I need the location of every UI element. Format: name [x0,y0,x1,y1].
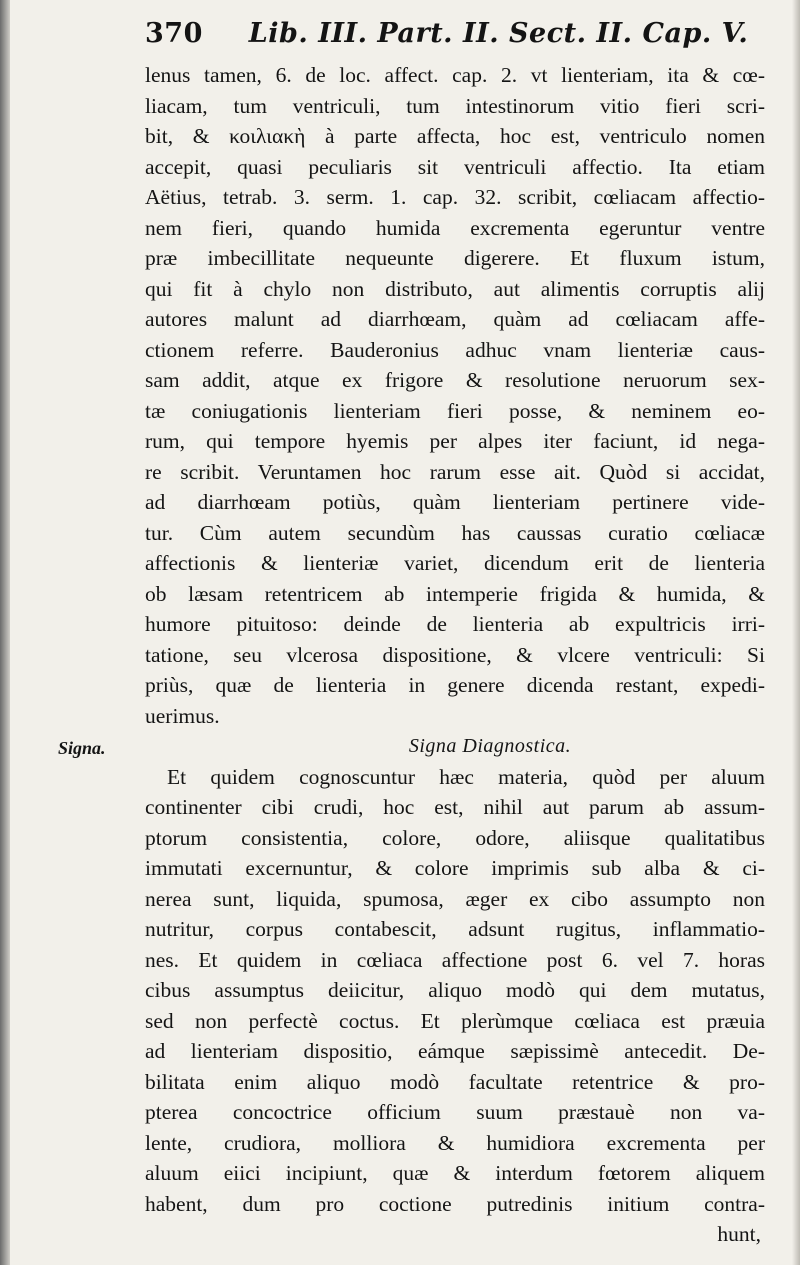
page-number: 370 [145,18,203,49]
margin-note: Signa. [58,738,106,758]
text-line: pterea concoctrice officium suum præstauè non va- [145,1100,765,1124]
text-line: qui fit à chylo non distributo, aut alimentis corruptis alij [145,276,765,301]
text-line: tatione, seu vlcerosa dispositione, & vlcere ventriculi: Si [145,642,765,667]
text-line: nerea sunt, liquida, spumosa, æger ex cibo assumpto non [145,886,765,911]
text-line: priùs, quæ de lienteria in genere dicenda restant, expedi- [145,673,765,697]
text-line: accepit, quasi peculiaris sit ventriculi affectio. Ita etiam [145,154,765,179]
text-line: nem fieri, quando humida excrementa egeruntur ventre [145,215,765,240]
body-text [145,60,765,1250]
text-line: lente, crudiora, molliora & humidiora excrementa per [145,1130,765,1155]
text-line: autores malunt ad diarrhœam, quàm ad cœliacam affe- [145,307,765,331]
text-line: uerimus. [145,703,220,728]
text-line: rum, qui tempore hyemis per alpes iter faciunt, id nega- [145,429,765,453]
text-line: ob læsam retentricem ab intemperie frigida & humida, & [145,581,765,606]
page-edge [792,0,800,1265]
text-line: liacam, tum ventriculi, tum intestinorum vitio fieri scri- [145,93,765,118]
paragraph-signs [145,762,765,1250]
text-line: re scribit. Veruntamen hoc rarum esse ait. Quòd si accidat, [145,459,765,484]
text-line: habent, dum pro coctione putredinis initium contra- [145,1191,765,1216]
page-binding-shadow [0,0,10,1265]
text-line: nes. Et quidem in cœliaca affectione post 6. vel 7. horas [145,947,765,972]
text-line: nutritur, corpus contabescit, adsunt rugitus, inflammatio- [145,917,765,941]
text-line: Aëtius, tetrab. 3. serm. 1. cap. 32. scribit, cœliacam affectio- [145,185,765,209]
running-title: Lib. III. Part. II. Sect. II. Cap. V. [248,18,749,49]
text-line: humore pituitoso: deinde de lienteria ab expultricis irri- [145,612,765,636]
text-line: aluum eiici incipiunt, quæ & interdum fœtorem aliquem [145,1161,765,1185]
text-line: continenter cibi crudi, hoc est, nihil aut parum ab assum- [145,795,765,819]
text-line: cibus assumptus deiicitur, aliquo modò qui dem mutatus, [145,978,765,1002]
text-line: ad lienteriam dispositio, eámque sæpissimè antecedit. De- [145,1039,765,1063]
text-line: tæ coniugationis lienteriam fieri posse, & neminem eo- [145,398,765,423]
text-line: præ imbecillitate nequeunte digerere. Et fluxum istum, [145,246,765,270]
text-line: ad diarrhœam potiùs, quàm lienteriam pertinere vide- [145,490,765,514]
page-header [145,18,749,49]
text-line: ptorum consistentia, colore, odore, aliisque qualitatibus [145,825,765,850]
text-line: affectionis & lienteriæ variet, dicendum erit de lienteria [145,551,765,575]
text-line: bilitata enim aliquo modò facultate retentrice & pro- [145,1069,765,1094]
paragraph-etiology [145,60,765,731]
text-line: hunt, [717,1222,761,1246]
text-line: ctionem referre. Bauderonius adhuc vnam lienteriæ caus- [145,337,765,362]
text-line: tur. Cùm autem secundùm has caussas curatio cœliacæ [145,520,765,545]
text-line: sam addit, atque ex frigore & resolutione neruorum sex- [145,368,765,392]
text-line: Et quidem cognoscuntur hæc materia, quòd per aluum [167,764,765,789]
section-subheading: Signa Diagnostica. [408,735,572,757]
text-line: lenus tamen, 6. de loc. affect. cap. 2. vt lienteriam, ita & cœ- [145,63,765,87]
text-line: immutati excernuntur, & colore imprimis sub alba & ci- [145,856,765,880]
text-line: sed non perfectè coctus. Et plerùmque cœliaca est præuia [145,1008,765,1033]
text-line: bit, & κοιλιακὴ à parte affecta, hoc est, ventriculo nomen [145,124,765,148]
